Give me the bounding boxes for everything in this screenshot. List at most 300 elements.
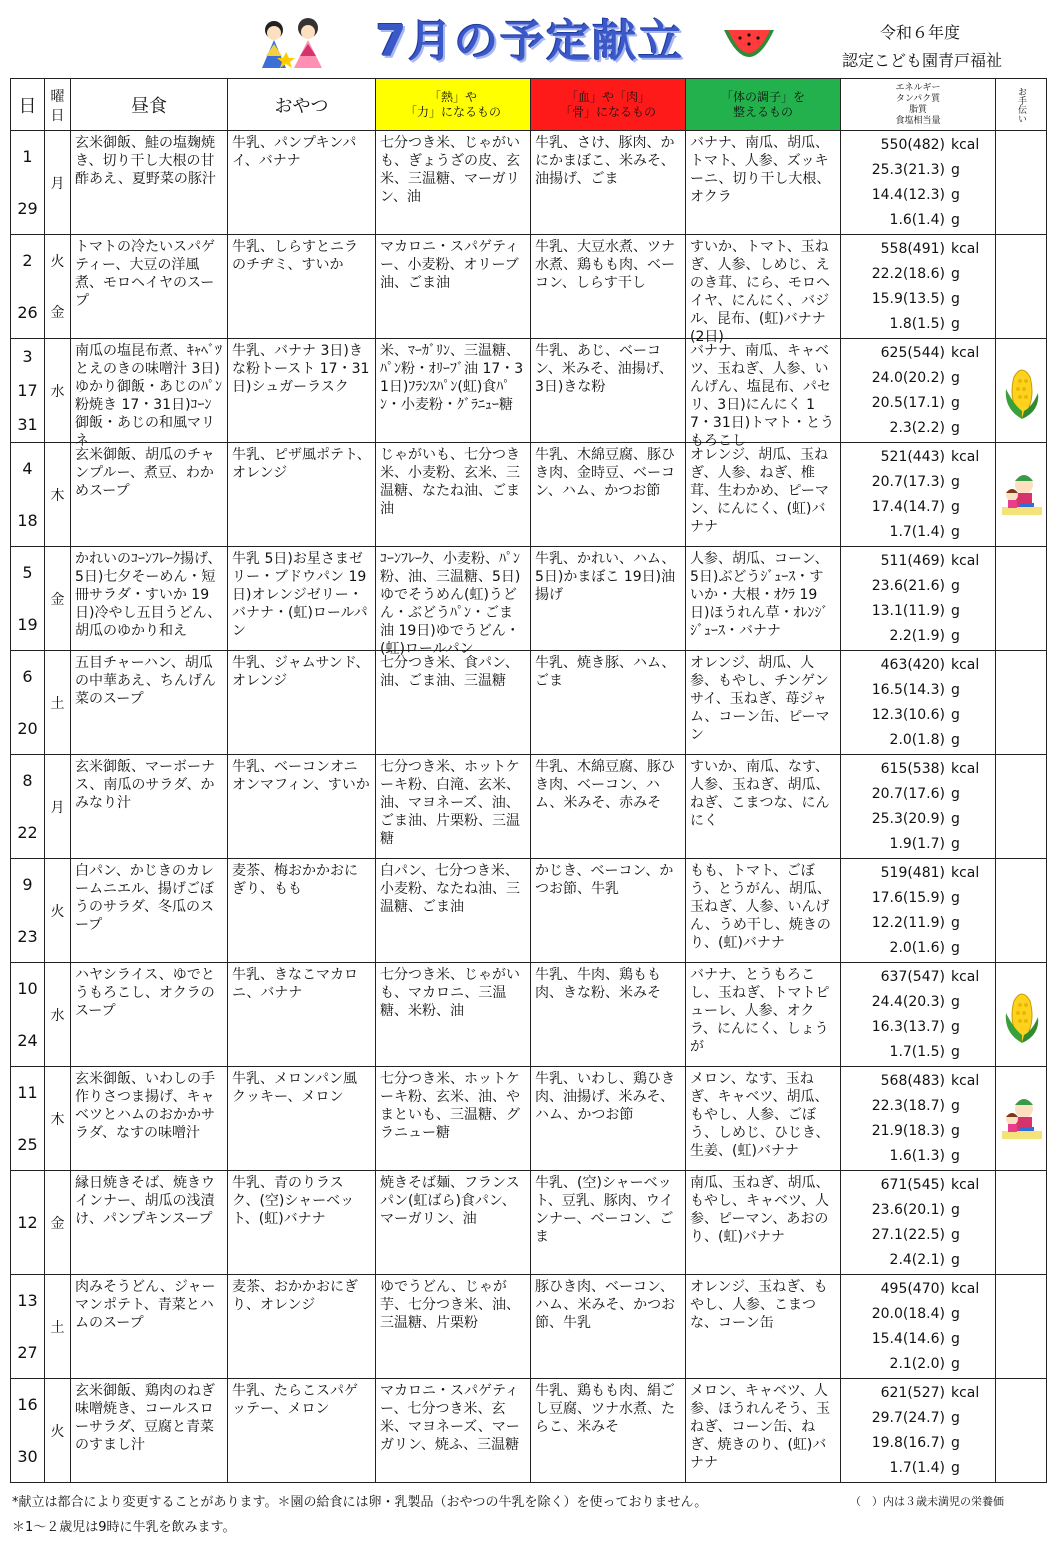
snack-cell [228, 1171, 376, 1275]
snack-cell [228, 1067, 376, 1171]
nutrition-salt [849, 832, 989, 857]
body-text: メロン、キャベツ、人参、ほうれんそう、玉ねぎ、コーン缶、ねぎ、焼きのり、(虹)バナナ [690, 1383, 830, 1471]
snack-text: 牛乳、バナナ 3日)きな粉トースト 17・31日)シュガーラスク [232, 343, 370, 395]
snack-cell [228, 131, 376, 235]
nutrition-unit: g [951, 1202, 960, 1218]
nutrition-kcal [849, 1173, 989, 1198]
snack-cell [228, 1379, 376, 1483]
table-row [11, 443, 1047, 547]
blood-cell [531, 1275, 686, 1379]
blood-cell [531, 1067, 686, 1171]
energy-text: マカロニ・スパゲティー、小麦粉、オリーブ油、ごま油 [380, 239, 519, 291]
body-cell [686, 755, 841, 859]
table-row [11, 547, 1047, 651]
snack-cell [228, 651, 376, 755]
snack-cell [228, 755, 376, 859]
snack-text: 牛乳 5日)お星さまゼリー・ブドウパン 19日)オレンジゼリー・バナナ・(虹)ロールパン [232, 551, 368, 639]
weekday-label: 土 [50, 695, 65, 712]
menu-table [10, 78, 1047, 1483]
blood-cell [531, 1379, 686, 1483]
nutrition-protein [849, 678, 989, 703]
nutrition-fat [849, 1015, 989, 1040]
nutrition-cell [841, 859, 996, 963]
lunch-cell [71, 547, 228, 651]
date-number: 2 [22, 251, 33, 271]
lunch-text: 玄米御飯、胡瓜のチャンプルー、煮豆、わかめスープ [75, 447, 215, 499]
nutrition-salt [849, 312, 989, 337]
nutrition-value: 23.6(20.1) [871, 1202, 945, 1218]
nutrition-value: 17.6(15.9) [871, 890, 945, 906]
weekday-cell [45, 859, 71, 963]
nutrition-fat [849, 495, 989, 520]
nutrition-value: 568(483) [880, 1073, 945, 1089]
corn-icon [1000, 983, 1044, 1047]
nutrition-kcal [849, 965, 989, 990]
lunch-text: 縁日焼きそば、焼きウインナー、胡瓜の浅漬け、パンプキンスープ [75, 1175, 215, 1227]
date-number: 30 [17, 1446, 38, 1466]
nutrition-fat [849, 1119, 989, 1144]
footer-note-nutrition: （ ）内は３歳未満児の栄養価 [850, 1495, 1004, 1508]
energy-cell [376, 1275, 531, 1379]
nutrition-unit: kcal [951, 553, 980, 569]
weekday-cell [45, 235, 71, 339]
watermelon-icon [722, 24, 776, 64]
nutrition-value: 2.4(2.1) [889, 1252, 945, 1268]
energy-cell [376, 1171, 531, 1275]
weekday-label: 水 [50, 1007, 65, 1024]
nutrition-unit: g [951, 370, 960, 386]
body-text: すいか、南瓜、なす、人参、玉ねぎ、胡瓜、ねぎ、こまつな、にんにく [690, 759, 830, 829]
date-number: 5 [22, 563, 33, 583]
body-text: 南瓜、玉ねぎ、胡瓜、もやし、キャベツ、人参、ピーマン、あおのり、(虹)バナナ [690, 1175, 830, 1245]
nutrition-kcal [849, 549, 989, 574]
nutrition-unit: kcal [951, 449, 980, 465]
weekday-label: 木 [50, 487, 65, 504]
blood-text: 牛乳、いわし、鶏ひき肉、油揚げ、米みそ、ハム、かつお節 [535, 1071, 675, 1123]
nutrition-kcal [849, 1381, 989, 1406]
nutrition-unit: g [951, 187, 960, 203]
body-cell [686, 1171, 841, 1275]
snack-text: 麦茶、おかかおにぎり、オレンジ [232, 1279, 358, 1313]
nutrition-fat [849, 1327, 989, 1352]
date-number: 24 [17, 1030, 38, 1050]
body-cell [686, 131, 841, 235]
nutrition-unit: g [951, 1044, 960, 1060]
nutrition-protein [849, 470, 989, 495]
nutrition-value: 1.7(1.5) [889, 1044, 945, 1060]
nutrition-unit: g [951, 499, 960, 515]
date-number: 19 [17, 614, 38, 634]
date-cell [11, 1067, 45, 1171]
nutrition-value: 463(420) [880, 657, 945, 673]
nutrition-value: 22.3(18.7) [871, 1098, 945, 1114]
body-cell [686, 963, 841, 1067]
nutrition-unit: g [951, 994, 960, 1010]
nutrition-cell [841, 963, 996, 1067]
nutrition-unit: kcal [951, 241, 980, 257]
help-cell [996, 1275, 1047, 1379]
snack-cell [228, 547, 376, 651]
energy-text: 七分つき米、じゃがいも、ぎょうざの皮、玄米、三温糖、マーガリン、油 [380, 135, 520, 205]
nutrition-cell [841, 131, 996, 235]
lunch-text: 肉みそうどん、ジャーマンポテト、青菜とハムのスープ [75, 1279, 216, 1331]
nutrition-unit: g [951, 1252, 960, 1268]
nutrition-value: 1.7(1.4) [889, 524, 945, 540]
lunch-cell [71, 1067, 228, 1171]
lunch-text: 玄米御飯、いわしの手作りさつま揚げ、キャベツとハムのおかかサラダ、なすの味噌汁 [75, 1071, 215, 1141]
nutrition-fat [849, 911, 989, 936]
blood-text: 牛乳、(空)シャーベット、豆乳、豚肉、ウインナー、ベーコン、ごま [535, 1175, 674, 1245]
nutrition-protein [849, 990, 989, 1015]
nutrition-cell [841, 1067, 996, 1171]
lunch-cell [71, 1379, 228, 1483]
energy-cell [376, 443, 531, 547]
nutrition-protein [849, 574, 989, 599]
snack-text: 牛乳、たらこスパゲッテー、メロン [232, 1383, 358, 1417]
snack-cell [228, 443, 376, 547]
energy-text: 白パン、七分つき米、小麦粉、なたね油、三温糖、ごま油 [380, 863, 520, 915]
weekday-cell [45, 651, 71, 755]
nutrition-value: 15.4(14.6) [871, 1331, 945, 1347]
date-cell [11, 1171, 45, 1275]
nutrition-kcal [849, 1277, 989, 1302]
lunch-cell [71, 339, 228, 449]
snack-cell [228, 963, 376, 1067]
nutrition-fat [849, 807, 989, 832]
body-cell [686, 547, 841, 651]
cooking-kids-icon [1000, 463, 1044, 527]
nutrition-cell [841, 1171, 996, 1275]
blood-cell [531, 131, 686, 235]
nutrition-salt [849, 416, 989, 441]
nutrition-fat [849, 1223, 989, 1248]
nutrition-value: 25.3(21.3) [871, 162, 945, 178]
date-cell [11, 1275, 45, 1379]
col-header-date: 日 [11, 79, 45, 131]
nutrition-value: 24.4(20.3) [871, 994, 945, 1010]
date-number: 9 [22, 875, 33, 895]
body-cell [686, 1379, 841, 1483]
snack-text: 牛乳、メロンパン風クッキー、メロン [232, 1071, 358, 1105]
blood-text: かじき、ベーコン、かつお節、牛乳 [535, 863, 674, 897]
blood-text: 牛乳、木綿豆腐、豚ひき肉、金時豆、ベーコン、ハム、かつお節 [535, 447, 675, 499]
nutrition-value: 19.8(16.7) [871, 1435, 945, 1451]
nutrition-salt [849, 1144, 989, 1169]
help-cell [996, 1379, 1047, 1483]
snack-text: 牛乳、ピザ風ポテト、オレンジ [232, 447, 371, 481]
school-year: 令和６年度 [880, 23, 961, 42]
nutrition-unit: g [951, 578, 960, 594]
nutrition-fat [849, 287, 989, 312]
energy-cell [376, 1379, 531, 1483]
energy-text: 七分つき米、食パン、油、ごま油、三温糖 [380, 655, 519, 689]
nutrition-unit: g [951, 707, 960, 723]
weekday-label: 木 [50, 1111, 65, 1128]
nutrition-value: 2.1(2.0) [889, 1356, 945, 1372]
body-text: すいか、トマト、玉ねぎ、人参、しめじ、えのき茸、にら、モロヘイヤ、にんにく、バジル、昆布、(虹)バナナ(2日) [690, 239, 830, 345]
table-row [11, 1067, 1047, 1171]
energy-text: 焼きそば麺、フランスパン(虹ばら)食パン、マーガリン、油 [380, 1175, 520, 1227]
energy-text: ゆでうどん、じゃが芋、七分つき米、油、三温糖、片栗粉 [380, 1279, 520, 1331]
energy-text: 米、ﾏｰｶﾞﾘﾝ、三温糖、ﾊﾟﾝ粉・ｵﾘｰﾌﾞ油 17・31日)ﾌﾗﾝｽﾊﾟﾝ(虹)食ﾊﾟﾝ・小麦粉・ｸﾞﾗﾆｭｰ糖 [380, 343, 524, 413]
lunch-cell [71, 963, 228, 1067]
nutrition-unit: g [951, 811, 960, 827]
snack-text: 牛乳、ジャムサンド、オレンジ [232, 655, 370, 689]
nutrition-value: 15.9(13.5) [871, 291, 945, 307]
weekday-label: 金 [50, 305, 65, 322]
nutrition-kcal [849, 757, 989, 782]
nutrition-value: 17.4(14.7) [871, 499, 945, 515]
lunch-text: かれいのｺｰﾝﾌﾚｰｸ揚げ、 5日)七夕そーめん・短冊サラダ・すいか 19日)冷やし五目うどん、胡瓜のゆかり和え [75, 551, 222, 639]
nutrition-value: 16.5(14.3) [871, 682, 945, 698]
date-cell [11, 131, 45, 235]
nutrition-value: 13.1(11.9) [871, 603, 945, 619]
nutrition-value: 16.3(13.7) [871, 1019, 945, 1035]
lunch-text: トマトの冷たいスパゲティー、大豆の洋風煮、モロヘイヤのスープ [75, 239, 215, 309]
date-cell [11, 963, 45, 1067]
nutrition-unit: kcal [951, 657, 980, 673]
nutrition-salt [849, 208, 989, 233]
nutrition-value: 671(545) [880, 1177, 945, 1193]
table-row [11, 339, 1047, 443]
nutrition-unit: g [951, 915, 960, 931]
nutrition-unit: g [951, 1306, 960, 1322]
nutrition-salt [849, 1352, 989, 1377]
nutrition-fat [849, 1431, 989, 1456]
col-header-snack: おやつ [228, 79, 376, 131]
date-number: 13 [17, 1291, 38, 1311]
nutrition-value: 2.2(1.9) [889, 628, 945, 644]
lunch-text: 玄米御飯、鶏肉のねぎ味噌焼き、コールスローサラダ、豆腐と青菜のすまし汁 [75, 1383, 215, 1453]
nutrition-unit: kcal [951, 865, 980, 881]
nutrition-unit: g [951, 603, 960, 619]
date-cell [11, 547, 45, 651]
nutrition-protein [849, 262, 989, 287]
cooking-kids-icon [1000, 1087, 1044, 1151]
nutrition-value: 21.9(18.3) [871, 1123, 945, 1139]
snack-text: 牛乳、パンプキンパイ、バナナ [232, 135, 357, 169]
help-cell [996, 131, 1047, 235]
body-cell [686, 651, 841, 755]
nutrition-unit: g [951, 628, 960, 644]
nutrition-unit: kcal [951, 1073, 980, 1089]
nutrition-value: 20.0(18.4) [871, 1306, 945, 1322]
date-cell [11, 651, 45, 755]
nutrition-kcal [849, 445, 989, 470]
nutrition-kcal [849, 861, 989, 886]
energy-text: 七分つき米、じゃがいも、マカロニ、三温糖、米粉、油 [380, 967, 520, 1019]
blood-text: 牛乳、焼き豚、ハム、ごま [535, 655, 676, 689]
energy-text: じゃがいも、七分つき米、小麦粉、玄米、三温糖、なたね油、ごま油 [380, 447, 520, 517]
weekday-label: 火 [50, 1423, 65, 1440]
nutrition-value: 1.6(1.4) [889, 212, 945, 228]
nutrition-unit: kcal [951, 1385, 980, 1401]
footer-note-1: *献立は都合により変更することがあります。＊園の給食には卵・乳製品（おやつの牛乳を除く）を使っておりません。 [12, 1495, 708, 1510]
nutrition-salt [849, 936, 989, 961]
weekday-cell [45, 131, 71, 235]
nutrition-value: 1.6(1.3) [889, 1148, 945, 1164]
table-row [11, 131, 1047, 235]
table-row [11, 1379, 1047, 1483]
nutrition-salt [849, 1040, 989, 1065]
col-header-dow: 曜日 [45, 79, 71, 131]
nutrition-protein [849, 1094, 989, 1119]
nutrition-unit: g [951, 1460, 960, 1476]
energy-cell [376, 131, 531, 235]
nutrition-value: 495(470) [880, 1281, 945, 1297]
blood-cell [531, 443, 686, 547]
nutrition-value: 25.3(20.9) [871, 811, 945, 827]
nutrition-unit: g [951, 1356, 960, 1372]
nutrition-unit: g [951, 786, 960, 802]
help-cell [996, 1171, 1047, 1275]
date-number: 4 [22, 459, 33, 479]
date-cell [11, 859, 45, 963]
weekday-label: 月 [50, 175, 65, 192]
nutrition-fat [849, 599, 989, 624]
nutrition-unit: kcal [951, 1281, 980, 1297]
nutrition-protein [849, 158, 989, 183]
nutrition-salt [849, 728, 989, 753]
blood-cell [531, 651, 686, 755]
body-text: メロン、なす、玉ねぎ、キャベツ、胡瓜、もやし、人参、ごぼう、しめじ、ひじき、生姜、(虹)バナナ [690, 1071, 830, 1159]
table-row [11, 651, 1047, 755]
snack-cell [228, 339, 376, 443]
weekday-cell [45, 963, 71, 1067]
weekday-label: 火 [50, 253, 65, 270]
nutrition-fat [849, 703, 989, 728]
energy-text: 七分つき米、ホットケーキ粉、玄米、油、やまといも、三温糖、グラニュー糖 [380, 1071, 520, 1141]
nutrition-value: 637(547) [880, 969, 945, 985]
blood-cell [531, 755, 686, 859]
energy-cell [376, 651, 531, 755]
nutrition-value: 2.0(1.8) [889, 732, 945, 748]
table-row [11, 1171, 1047, 1275]
date-number: 27 [17, 1342, 38, 1362]
body-text: オレンジ、胡瓜、玉ねぎ、人参、ねぎ、椎茸、生わかめ、ピーマン、にんにく、(虹)バナナ [690, 447, 829, 535]
weekday-label: 金 [50, 1215, 65, 1232]
snack-cell [228, 859, 376, 963]
date-number: 23 [17, 926, 38, 946]
nutrition-salt [849, 1248, 989, 1273]
weekday-cell [45, 1275, 71, 1379]
col-header-lunch: 昼食 [71, 79, 228, 131]
energy-cell [376, 339, 531, 443]
nutrition-unit: g [951, 836, 960, 852]
nutrition-value: 20.7(17.6) [871, 786, 945, 802]
date-number: 20 [17, 718, 38, 738]
date-number: 22 [17, 822, 38, 842]
blood-cell [531, 235, 686, 339]
nutrition-value: 12.2(11.9) [871, 915, 945, 931]
energy-cell [376, 859, 531, 963]
snack-cell [228, 1275, 376, 1379]
help-cell [996, 443, 1047, 547]
date-number: 16 [17, 1395, 38, 1415]
nutrition-unit: g [951, 1227, 960, 1243]
nutrition-cell [841, 339, 996, 443]
nutrition-value: 14.4(12.3) [871, 187, 945, 203]
corn-icon [1000, 359, 1044, 423]
blood-cell [531, 339, 686, 443]
body-text: バナナ、とうもろこし、玉ねぎ、トマトピューレ、人参、オクラ、にんにく、しょうが [690, 967, 830, 1055]
lunch-text: 五目チャーハン、胡瓜の中華あえ、ちんげん菜のスープ [75, 655, 216, 707]
date-number: 12 [17, 1213, 38, 1232]
nutrition-value: 1.9(1.7) [889, 836, 945, 852]
nutrition-fat [849, 391, 989, 416]
nutrition-protein [849, 886, 989, 911]
lunch-cell [71, 131, 228, 235]
date-cell [11, 443, 45, 547]
lunch-cell [71, 1171, 228, 1275]
blood-text: 豚ひき肉、ベーコン、ハム、米みそ、かつお節、牛乳 [535, 1279, 676, 1331]
nutrition-protein [849, 366, 989, 391]
date-cell [11, 235, 45, 339]
nutrition-cell [841, 755, 996, 859]
nutrition-value: 521(443) [880, 449, 945, 465]
nutrition-unit: g [951, 212, 960, 228]
lunch-cell [71, 755, 228, 859]
lunch-text: 南瓜の塩昆布煮、ｷｬﾍﾞﾂとえのきの味噌汁 3日)ゆかり御飯・あじのﾊﾟﾝ粉焼き 17・31日)ｺｰﾝ御飯・あじの和風マリネ [75, 343, 222, 449]
nutrition-cell [841, 547, 996, 651]
table-header-row [11, 79, 1047, 131]
nutrition-value: 621(527) [880, 1385, 945, 1401]
snack-cell [228, 235, 376, 339]
help-cell [996, 755, 1047, 859]
blood-text: 牛乳、かれい、ハム、5日)かまぼこ 19日)油揚げ [535, 551, 676, 603]
date-number: 6 [22, 667, 33, 687]
nutrition-kcal [849, 1069, 989, 1094]
nutrition-unit: g [951, 1148, 960, 1164]
col-header-help: お手伝い [996, 79, 1047, 131]
nutrition-unit: g [951, 1331, 960, 1347]
help-cell [996, 963, 1047, 1067]
nutrition-unit: g [951, 474, 960, 490]
school-name: 認定こども園青戸福祉 [842, 51, 1003, 70]
body-text: 人参、胡瓜、コーン、5日)ぶどうｼﾞｭｰｽ・すいか・大根・ｵｸﾗ 19日)ほうれん草・ｵﾚﾝｼﾞｼﾞｭｰｽ・バナナ [690, 551, 829, 639]
nutrition-value: 558(491) [880, 241, 945, 257]
nutrition-cell [841, 443, 996, 547]
weekday-label: 土 [50, 1319, 65, 1336]
nutrition-value: 615(538) [880, 761, 945, 777]
nutrition-cell [841, 1275, 996, 1379]
lunch-cell [71, 235, 228, 339]
header [0, 0, 1064, 78]
nutrition-unit: g [951, 395, 960, 411]
lunch-text: ハヤシライス、ゆでとうもろこし、オクラのスープ [75, 967, 215, 1019]
col-header-nutrition: エネルギー タンパク質 脂質 食塩相当量 [841, 79, 996, 131]
nutrition-value: 20.5(17.1) [871, 395, 945, 411]
snack-text: 牛乳、しらすとニラのチヂミ、すいか [232, 239, 358, 273]
body-cell [686, 1275, 841, 1379]
date-number: 11 [17, 1083, 38, 1103]
nutrition-salt [849, 1456, 989, 1481]
nutrition-unit: g [951, 682, 960, 698]
help-cell [996, 235, 1047, 339]
date-number: 26 [17, 302, 38, 322]
table-row [11, 235, 1047, 339]
nutrition-unit: g [951, 162, 960, 178]
lunch-cell [71, 859, 228, 963]
date-number: 1 [22, 147, 33, 167]
nutrition-unit: g [951, 1123, 960, 1139]
nutrition-unit: kcal [951, 969, 980, 985]
nutrition-unit: g [951, 1435, 960, 1451]
nutrition-unit: kcal [951, 345, 980, 361]
help-cell [996, 859, 1047, 963]
snack-text: 牛乳、ベーコンオニオンマフィン、すいか [232, 759, 370, 793]
lunch-cell [71, 651, 228, 755]
